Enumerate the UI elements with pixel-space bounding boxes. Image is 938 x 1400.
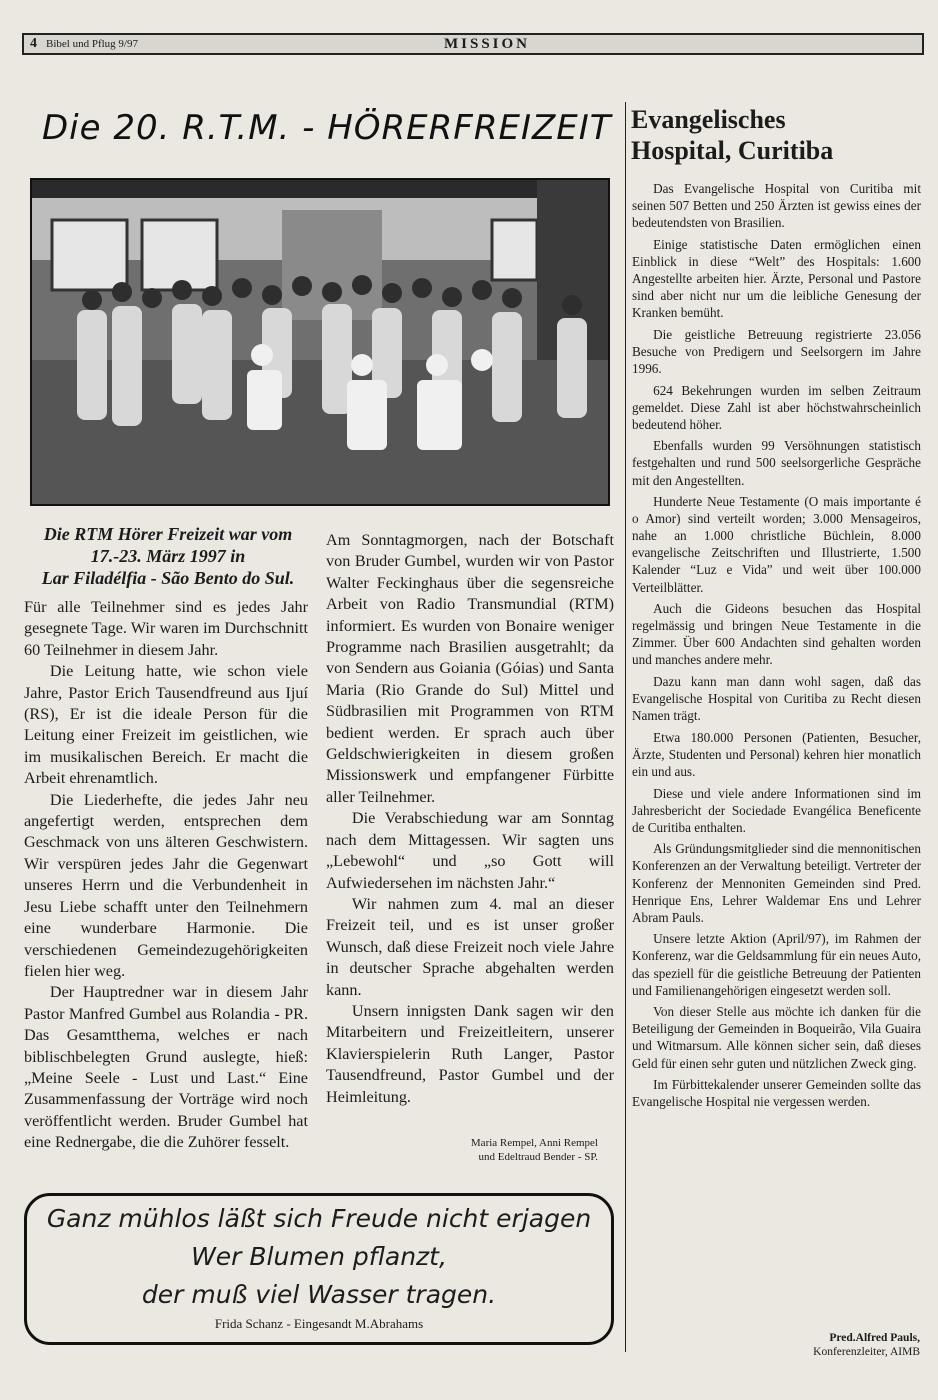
- article-paragraph: Für alle Teilnehmer sind es jedes Jahr gesegnete Tage. Wir waren im Durchschnitt 60 Teilnehmer in diesem Jahr.: [24, 598, 308, 659]
- signature-line: und Edeltraud Bender - SP.: [478, 1151, 598, 1163]
- hospital-paragraph: Einige statistische Daten ermöglichen einen Einblick in diese “Welt” des Hospitals: 1.600 Angestellte arbeiten hier. Ärzte, Personal und Pastore sind aber nicht nur um die leibliche Genesung der Kranken bemüht.: [632, 236, 921, 321]
- hospital-paragraph: Als Gründungsmitglieder sind die mennonitischen Konferenzen an der Verwaltung beteiligt. Vertreter der Konferenz der Mennoniten Gemeinden sind Pred. Henrique Ens, Lehrer Waldemar Ens und Lehrer Abram Pauls.: [632, 841, 921, 925]
- section-title: MISSION: [444, 36, 531, 52]
- article-column-1: [24, 597, 308, 1154]
- article-paragraph: Wir nahmen zum 4. mal an dieser Freizeit teil, und es ist unser großer Wunsch, daß diese Freizeit noch viele Jahre in deutscher Sprache abgehalten werden kann.: [326, 894, 614, 999]
- poem-source: Frida Schanz - Eingesandt M.Abrahams: [214, 1316, 424, 1331]
- poem-line: Wer Blumen pflanzt,: [191, 1242, 447, 1271]
- poem-box: [24, 1193, 614, 1345]
- hospital-paragraph: Im Fürbittekalender unserer Gemeinden sollte das Evangelische Hospital nie vergessen werden.: [632, 1077, 921, 1110]
- signature-role: Konferenzleiter, AIMB: [813, 1346, 920, 1358]
- hospital-paragraph: Ebenfalls wurden 99 Versöhnungen statistisch festgehalten und rund 500 seelsorgerliche Gespräche mit den Angestellten.: [632, 438, 921, 488]
- photo-caption: [24, 523, 312, 589]
- hospital-title-line: Hospital, Curitiba: [631, 136, 834, 165]
- caption-line: 17.-23. März 1997 in: [90, 546, 246, 566]
- article-paragraph: Am Sonntagmorgen, nach der Botschaft von Bruder Gumbel, wurden wir von Pastor Walter Feckinghaus über die segensreiche Arbeit von Radio Transmundial (RTM) informiert. Es wurden von Bonaire weniger Programme nach Brasilien ausgetrahlt; da von Sendern aus Goiania (Góias) und Santa Maria (Rio Grande do Sul) Mittel und Südbrasilien mit Programmen von RTM bedient werden. Er sprach auch über Geldschwierigkeiten in diesem großen Missionswerk und empfangener Fürbitte aller Teilnehmer.: [326, 531, 614, 806]
- article-paragraph: Die Verabschiedung war am Sonntag nach dem Mittagessen. Wir sagten uns „Lebewohl“ und „so Gott will Aufwiedersehen im nächsten Jahr.“: [326, 809, 614, 892]
- signature-name: Pred.Alfred Pauls,: [829, 1332, 920, 1344]
- caption-line: Die RTM Hörer Freizeit war vom: [43, 524, 293, 544]
- caption-line: Lar Filadélfia - São Bento do Sul.: [41, 568, 295, 588]
- group-photo-image: [32, 180, 608, 504]
- page-header: [22, 33, 924, 55]
- hospital-paragraph: Auch die Gideons besuchen das Hospital regelmässig und bringen Neue Testamente in die Zimmer. Über 600 Andachten sind gehalten worden und manches andere mehr.: [632, 601, 921, 668]
- hospital-paragraph: Unsere letzte Aktion (April/97), im Rahmen der Konferenz, war die Geldsammlung für ein neues Auto, das speziell für die geistliche Betreuung der Patienten und Familienangehörigen eingesetzt werden soll.: [632, 931, 921, 998]
- hospital-title: [631, 104, 921, 166]
- article-paragraph: Die Leitung hatte, wie schon viele Jahre, Pastor Erich Tausendfreund aus Ijuí (RS), Er ist die ideale Person für die Leitung einer Freizeit im geistlichen, wie im musikalischen Bereich. Er macht die Arbeit ehrenamtlich.: [24, 662, 308, 788]
- hospital-paragraph: 624 Bekehrungen wurden im selben Zeitraum gemeldet. Diese Zahl ist aber höchstwahrscheinlich bedeutend höher.: [632, 382, 921, 432]
- hospital-paragraph: Dazu kann man dann wohl sagen, daß das Evangelische Hospital von Curitiba zu Recht diesen Namen trägt.: [632, 674, 921, 724]
- hospital-paragraph: Von dieser Stelle aus möchte ich danken für die Beteiligung der Gemeinden in Boqueirão, Vila Guaira und Witmarsum. Alle können sicher sein, daß dieses Geld für einen sehr guten und nützlichen Zweck ging.: [632, 1004, 921, 1071]
- hospital-paragraph: Diese und viele andere Informationen sind im Jahresbericht der Sociedade Evangélica Beneficente de Curitiba enthalten.: [632, 785, 921, 835]
- article-paragraph: Der Hauptredner war in diesem Jahr Pastor Manfred Gumbel aus Rolandia - PR. Das Gesamtthema, welches er nach biblischbelegten Grund auslegte, hieß: „Meine Seele - Lust und Last.“ Eine Zusammenfassung der Vorträge wird noch veröffentlicht werden. Bruder Gumbel hat eine Rednergabe, die die Zuhörer fesselt.: [24, 983, 308, 1152]
- hospital-paragraph: Etwa 180.000 Personen (Patienten, Besucher, Ärzte, Studenten und Personal) kehren hier monatlich ein und aus.: [632, 729, 921, 779]
- hospital-column: [632, 180, 921, 1115]
- hospital-paragraph: Die geistliche Betreuung registrierte 23.056 Besuche von Predigern und Seelsorgern im Jahre 1996.: [632, 326, 921, 376]
- issue-label: Bibel und Pflug 9/97: [46, 38, 138, 50]
- article-paragraph: Die Liederhefte, die jedes Jahr neu angefertigt werden, entsprechen dem Geschmack von uns älteren Geschwistern. Wir verspüren jedes Jahr die Gegenwart unseres Herrn und die Verbundenheit in Jesu Liebe schafft unter den Teilnehmern eine wunderbare Harmonie. Die verschiedenen Gemeindezugehörigkeiten fielen hier weg.: [24, 790, 308, 980]
- signature-line: Maria Rempel, Anni Rempel: [470, 1137, 598, 1149]
- article-title: Die 20. R.T.M. - HÖRERFREIZEIT: [42, 108, 612, 148]
- page-number: 4: [30, 36, 37, 51]
- hospital-paragraph: Das Evangelische Hospital von Curitiba mit seinen 507 Betten und 250 Ärzten ist gewiss eines der bedeutendsten von Brasilien.: [632, 181, 921, 231]
- poem-line: der muß viel Wasser tragen.: [141, 1280, 497, 1309]
- article-paragraph: Unsern innigsten Dank sagen wir den Mitarbeitern und Freizeitleitern, unserer Klavierspielerin Ruth Langer, Pastor Tausendfreund, Pastor Gumbel und der Heimleitung.: [326, 1001, 614, 1106]
- poem-line: Ganz mühlos läßt sich Freude nicht erjagen: [46, 1204, 592, 1233]
- hospital-paragraph: Hunderte Neue Testamente (O mais importante é o Amor) sind verteilt worden; 3.000 Mensageiros, nahe an 1.000 christliche Büchlein, 8.000 evangelische Zeitschriften und Illustrierte, 1.500 Kalender “Luz e Vida” und weit über 100.000 Verteilblätter.: [632, 494, 921, 595]
- article-column-2: [326, 530, 614, 1108]
- hospital-signature: [700, 1331, 920, 1359]
- article-signature: [420, 1136, 598, 1164]
- column-divider: [625, 102, 626, 1352]
- group-photo: [30, 178, 610, 506]
- hospital-title-line: Evangelisches: [631, 105, 786, 134]
